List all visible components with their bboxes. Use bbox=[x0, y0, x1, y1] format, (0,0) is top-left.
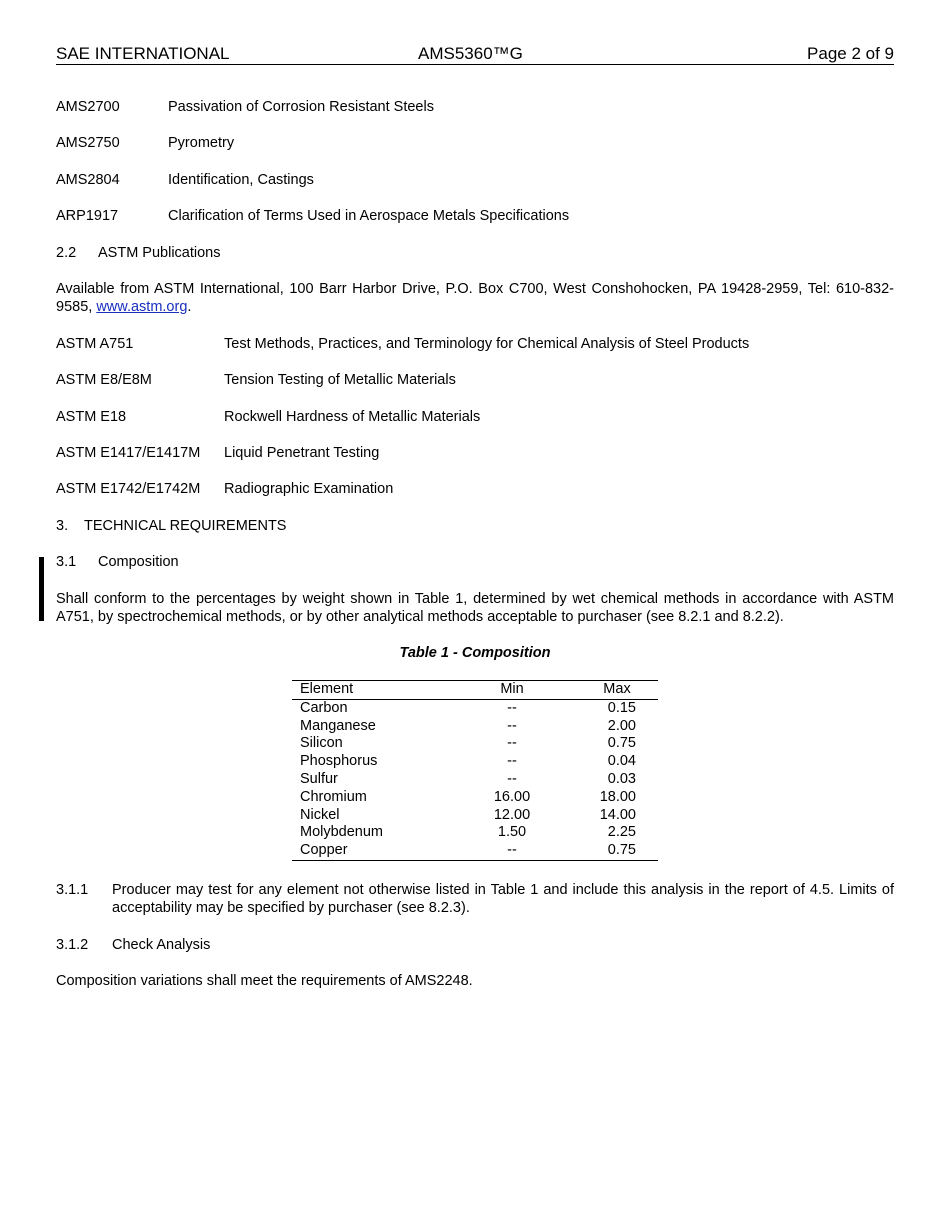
table-row bbox=[292, 824, 658, 842]
max-cell: 14.00 bbox=[599, 806, 636, 823]
element-cell: Molybdenum bbox=[300, 824, 384, 841]
ref-code: AMS2750 bbox=[56, 135, 120, 151]
element-cell: Copper bbox=[300, 842, 348, 859]
max-cell: 18.00 bbox=[599, 788, 636, 805]
ref-title: Rockwell Hardness of Metallic Materials bbox=[224, 409, 481, 425]
element-cell: Sulfur bbox=[300, 770, 338, 787]
column-header: Max bbox=[603, 681, 631, 697]
element-cell: Silicon bbox=[300, 735, 343, 752]
ref-code: AMS2804 bbox=[56, 172, 120, 188]
ref-title: Liquid Penetrant Testing bbox=[224, 445, 380, 461]
max-cell: 0.03 bbox=[607, 770, 636, 787]
min-cell: -- bbox=[507, 717, 517, 734]
column-header: Element bbox=[300, 681, 354, 697]
table-row bbox=[292, 807, 658, 825]
ref-title: Radiographic Examination bbox=[224, 481, 394, 497]
table-row bbox=[292, 842, 658, 860]
column-header: Min bbox=[500, 681, 524, 697]
ref-code: ASTM E1742/E1742M bbox=[56, 481, 201, 497]
subsection-title: Check Analysis bbox=[112, 937, 211, 953]
ref-title: Test Methods, Practices, and Terminology for Chemical Analysis of Steel Products bbox=[224, 336, 750, 352]
table-header-row bbox=[292, 681, 658, 700]
section-number: 3.1 bbox=[56, 554, 77, 570]
composition-paragraph: Shall conform to the percentages by weight shown in Table 1, determined by wet chemical methods in accordance with ASTM A751, by spectrochemical methods, or by other analytical methods acceptable to purchaser (see 8.2.1 and 8.2.2). bbox=[56, 591, 894, 625]
section-title: ASTM Publications bbox=[98, 245, 221, 261]
max-cell: 2.25 bbox=[607, 824, 636, 841]
min-cell: -- bbox=[507, 753, 517, 770]
page-header bbox=[56, 44, 894, 65]
min-cell: -- bbox=[507, 735, 517, 752]
section-title: TECHNICAL REQUIREMENTS bbox=[84, 518, 287, 534]
ref-title: Identification, Castings bbox=[168, 172, 314, 188]
final-paragraph: Composition variations shall meet the requirements of AMS2248. bbox=[56, 973, 473, 989]
table-row bbox=[292, 753, 658, 771]
element-cell: Carbon bbox=[300, 699, 348, 716]
max-cell: 2.00 bbox=[607, 717, 636, 734]
max-cell: 0.75 bbox=[607, 735, 636, 752]
table-caption: Table 1 - Composition bbox=[399, 645, 551, 661]
header-doc-id: AMS5360™G bbox=[418, 44, 523, 63]
table-row bbox=[292, 718, 658, 736]
ref-title: Pyrometry bbox=[168, 135, 235, 151]
min-cell: -- bbox=[507, 770, 517, 787]
table-row bbox=[292, 700, 658, 718]
min-cell: 12.00 bbox=[493, 806, 531, 823]
element-cell: Manganese bbox=[300, 717, 376, 734]
ref-code: ASTM E1417/E1417M bbox=[56, 445, 201, 461]
availability-text: Available from ASTM International, 100 Barr Harbor Drive, P.O. Box C700, West Conshohocken, PA 19428-2959, Tel: 610-832-9585, bbox=[56, 281, 894, 315]
element-cell: Phosphorus bbox=[300, 753, 378, 770]
element-cell: Nickel bbox=[300, 806, 340, 823]
max-cell: 0.15 bbox=[607, 699, 636, 716]
ref-title: Clarification of Terms Used in Aerospace Metals Specifications bbox=[168, 208, 570, 224]
section-number: 3. bbox=[56, 518, 69, 534]
min-cell: -- bbox=[507, 699, 517, 716]
astm-link[interactable]: www.astm.org bbox=[96, 299, 188, 315]
min-cell: -- bbox=[507, 842, 517, 859]
ref-code: ASTM E18 bbox=[56, 409, 127, 425]
table-row bbox=[292, 735, 658, 753]
table-row bbox=[292, 771, 658, 789]
ref-title: Tension Testing of Metallic Materials bbox=[224, 372, 456, 388]
element-cell: Chromium bbox=[300, 788, 367, 805]
availability-paragraph bbox=[56, 280, 894, 316]
ref-code: AMS2700 bbox=[56, 99, 120, 115]
header-page-number: Page 2 of 9 bbox=[807, 44, 894, 63]
header-org: SAE INTERNATIONAL bbox=[56, 44, 230, 63]
subsection-number: 3.1.2 bbox=[56, 937, 89, 953]
section-number: 2.2 bbox=[56, 245, 77, 261]
subsection-paragraph: Producer may test for any element not otherwise listed in Table 1 and include this analysis in the report of 4.5. Limits of acceptability may be specified by purchaser (see 8.2.3). bbox=[112, 882, 894, 916]
ref-code: ASTM A751 bbox=[56, 336, 134, 352]
ref-code: ASTM E8/E8M bbox=[56, 372, 152, 388]
ref-code: ARP1917 bbox=[56, 208, 119, 224]
revision-change-bar bbox=[39, 557, 44, 621]
min-cell: 1.50 bbox=[497, 824, 527, 841]
composition-table bbox=[292, 680, 658, 861]
min-cell: 16.00 bbox=[493, 788, 531, 805]
availability-period: . bbox=[187, 299, 192, 315]
max-cell: 0.75 bbox=[607, 842, 636, 859]
ref-title: Passivation of Corrosion Resistant Steels bbox=[168, 99, 434, 115]
table-row bbox=[292, 789, 658, 807]
section-title: Composition bbox=[98, 554, 179, 570]
max-cell: 0.04 bbox=[607, 753, 636, 770]
subsection-number: 3.1.1 bbox=[56, 882, 89, 898]
